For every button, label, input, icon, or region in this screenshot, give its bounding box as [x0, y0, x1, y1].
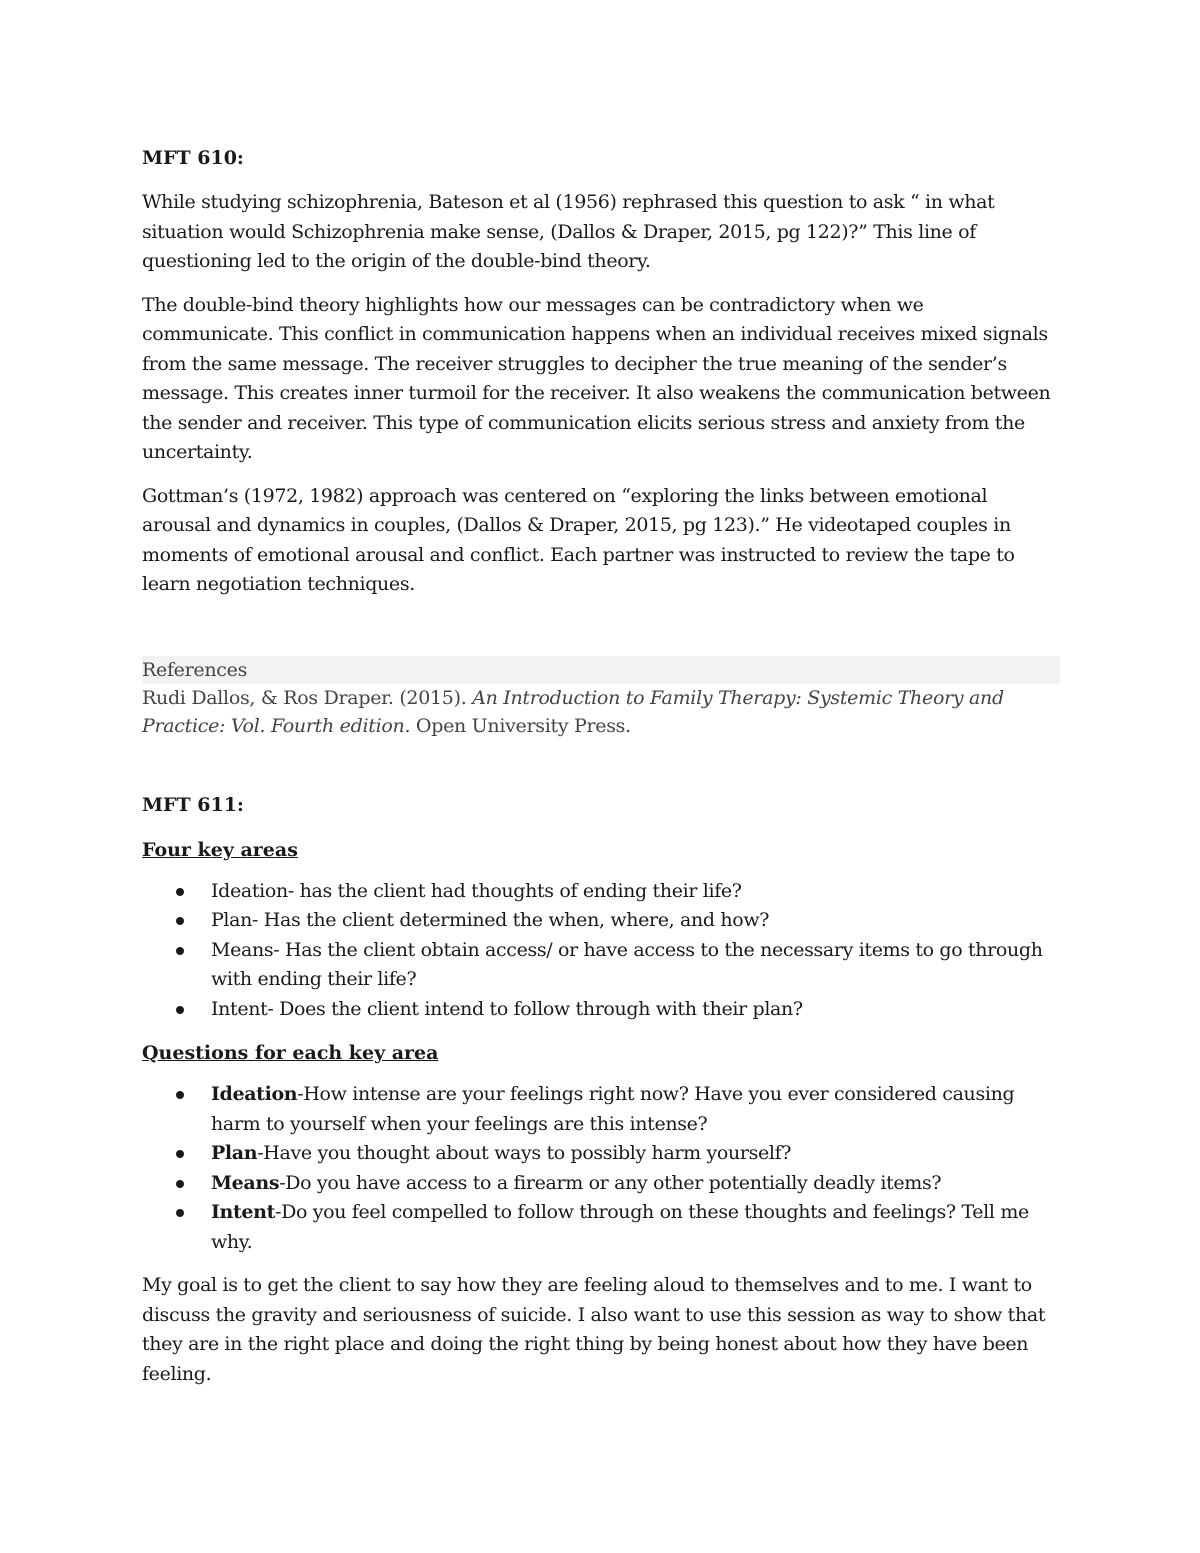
references-section [142, 656, 1060, 740]
list-item [142, 1139, 1060, 1169]
question-key: Plan [211, 1142, 258, 1164]
key-areas-title: Four key areas [142, 838, 298, 861]
mft611-section [142, 790, 1060, 1390]
bullet-icon [176, 1150, 184, 1158]
question-text: -Do you have access to a firearm or any other potentially deadly items? [279, 1171, 942, 1194]
question-key: Ideation [211, 1083, 298, 1105]
questions-list [142, 1080, 1060, 1257]
reference-entry [142, 684, 1060, 740]
references-label: References [142, 656, 1060, 684]
list-item [142, 1080, 1060, 1139]
list-item: Plan- Has the client determined the when, where, and how? [142, 906, 1060, 936]
bullet-icon [176, 1091, 184, 1099]
questions-title: Questions for each key area [142, 1042, 439, 1064]
question-text: -Have you thought about ways to possibly harm yourself? [257, 1142, 792, 1164]
bullet-icon [176, 1180, 184, 1188]
question-key: Means [211, 1171, 280, 1194]
question-text: -Do you feel compelled to follow through on these thoughts and feelings? Tell me why. [211, 1201, 1029, 1253]
list-item [142, 1198, 1060, 1257]
bullet-icon [176, 947, 184, 955]
paragraph-double-bind: The double-bind theory highlights how our messages can be contradictory when we communicate. This conflict in communication happens when an individual receives mixed signals from the same message. The receiver struggles to decipher the true meaning of the sender’s message. This creates inner turmoil for the receiver. It also weakens the communication between the sender and receiver. This type of communication elicits serious stress and anxiety from the uncertainty. [142, 293, 1051, 463]
reference-publisher: Open University Press. [410, 714, 631, 737]
list-item [142, 1169, 1060, 1199]
question-text: -How intense are your feelings right now? Have you ever considered causing harm to yourself when your feelings are this intense? [211, 1083, 1015, 1135]
reference-authors: Rudi Dallos, & Ros Draper. (2015). [142, 686, 467, 709]
question-key: Intent [211, 1201, 276, 1223]
bullet-icon [176, 917, 184, 925]
key-areas-list [142, 877, 1060, 1025]
paragraph-gottman: Gottman’s (1972, 1982) approach was centered on “exploring the links between emotional arousal and dynamics in couples, (Dallos & Draper, 2015, pg 123).” He videotaped couples in moments of emotional arousal and conflict. Each partner was instructed to review the tape to learn negotiation techniques. [142, 484, 1015, 595]
bullet-icon [176, 888, 184, 896]
paragraph-bateson: While studying schizophrenia, Bateson et al (1956) rephrased this question to ask “ in what situation would Schizophrenia make sense, (Dallos & Draper, 2015, pg 122)?” This line of questioning led to the origin of the double-bind theory. [142, 191, 995, 272]
list-item: Intent- Does the client intend to follow through with their plan? [142, 995, 1060, 1025]
mft610-heading: MFT 610: [142, 147, 244, 169]
list-item: Means- Has the client obtain access/ or have access to the necessary items to go through with ending their life? [142, 936, 1060, 995]
bullet-icon [176, 1209, 184, 1217]
reference-title: An Introduction to Family Therapy: Systemic Theory and Practice: Vol. Fourth edition [142, 686, 1004, 737]
bullet-icon [176, 1006, 184, 1014]
reference-title-end: . [404, 714, 411, 737]
mft611-heading: MFT 611: [142, 793, 244, 816]
list-item: Ideation- has the client had thoughts of ending their life? [142, 877, 1060, 907]
paragraph-goal: My goal is to get the client to say how they are feeling aloud to themselves and to me. I want to discuss the gravity and seriousness of suicide. I also want to use this session as way to show that they are in the right place and doing the right thing by being honest about how they have been feeling. [142, 1274, 1046, 1385]
